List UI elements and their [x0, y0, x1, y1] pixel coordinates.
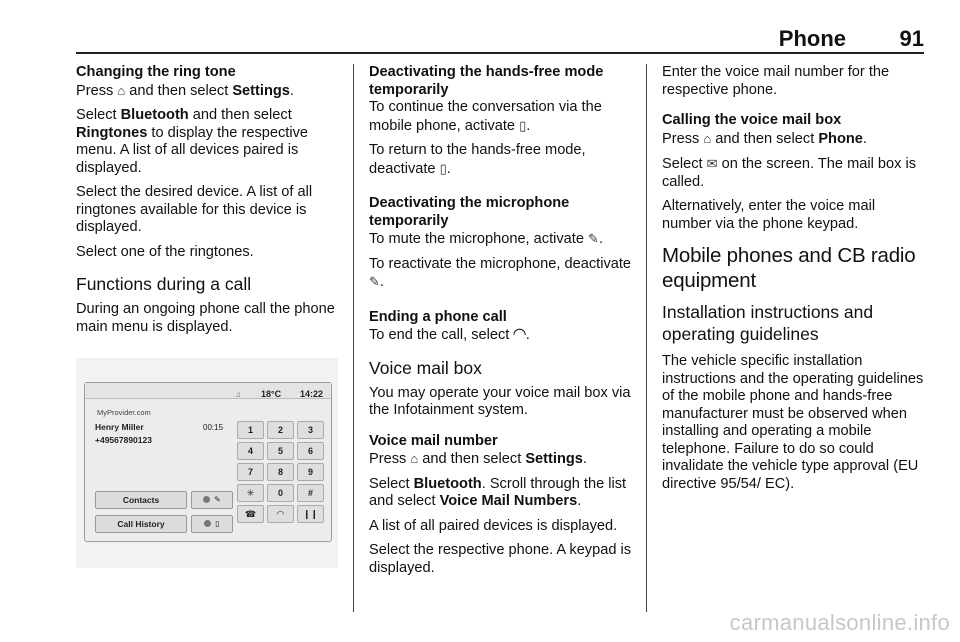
column-1 — [76, 64, 342, 568]
key[interactable]: ✳ — [237, 484, 264, 502]
infotainment-screen — [84, 382, 332, 542]
key[interactable]: 7 — [237, 463, 264, 481]
heading-installation-instructions: Installation instructions and operating guidelines — [662, 302, 874, 344]
subheading-hands-free: Deactivating the hands-free mode temporarily — [369, 64, 604, 98]
home-icon: ⌂ — [117, 82, 126, 98]
column-divider-1 — [353, 64, 354, 612]
text: Press — [76, 82, 118, 99]
paragraph: Select one of the ringtones. — [76, 243, 254, 260]
ringtones-term: Ringtones — [76, 124, 148, 141]
paragraph: Select the desired device. A list of all ringtones available for this device is displayed. — [76, 184, 313, 235]
text: To reactivate the microphone, deactivate — [369, 255, 632, 272]
settings-term: Settings — [232, 82, 290, 99]
voice-mail-icon: ✉ — [706, 156, 718, 171]
column-3 — [662, 64, 928, 493]
text: . — [582, 451, 587, 467]
call-handset-key[interactable]: ☎ — [237, 505, 264, 523]
phone-screen-illustration — [76, 358, 338, 568]
text: to display the respective menu. A list of all devices paired is displayed. — [76, 124, 308, 176]
text: and then select — [125, 82, 233, 99]
subheading-ring-tone: Changing the ring tone — [76, 64, 236, 80]
handset-icon: ▯ — [215, 519, 220, 528]
mute-microphone-button[interactable] — [191, 491, 233, 509]
heading-voice-mail-box: Voice mail box — [369, 357, 482, 378]
text: on the screen. The mail box is called. — [662, 156, 917, 190]
text: . — [525, 327, 530, 343]
text: . — [598, 231, 603, 247]
hold-key[interactable]: ❙❙ — [297, 505, 324, 523]
heading-mobile-phones: Mobile phones and CB radio equipment — [662, 244, 916, 292]
text: To continue the conversation via the mobile phone, activate — [369, 99, 602, 134]
text: Press — [369, 451, 411, 467]
handset-icon: ▯ — [519, 117, 527, 133]
status-dot-icon — [204, 520, 211, 527]
subheading-voice-mail-number: Voice mail number — [369, 432, 498, 449]
settings-term: Settings — [525, 451, 583, 467]
handset-mode-button[interactable] — [191, 515, 233, 533]
page-header — [76, 26, 924, 52]
page-title: Phone — [778, 26, 846, 51]
end-call-key[interactable]: ◠ — [267, 505, 294, 523]
subheading-calling-voice-mail: Calling the voice mail box — [662, 112, 842, 128]
key[interactable]: 0 — [267, 484, 294, 502]
paragraph: A list of all paired devices is displayed. — [369, 517, 618, 534]
text: . — [446, 160, 451, 177]
bluetooth-term: Bluetooth — [120, 107, 189, 123]
subheading-ending-call: Ending a phone call — [369, 308, 507, 325]
column-divider-2 — [646, 64, 647, 612]
key[interactable]: 6 — [297, 442, 324, 460]
bluetooth-term: Bluetooth — [413, 475, 482, 492]
contact-name: Henry Miller — [95, 422, 144, 432]
end-call-icon: ◠ — [513, 326, 526, 343]
text: Press — [662, 130, 704, 147]
temperature: 18°C — [261, 389, 282, 399]
contacts-button[interactable]: Contacts — [95, 491, 187, 509]
text: . — [577, 493, 582, 509]
column-2 — [369, 64, 635, 577]
text: . — [379, 274, 384, 290]
text: Select — [76, 107, 121, 123]
text: . — [526, 117, 531, 134]
microphone-off-icon: ✎ — [214, 495, 221, 504]
key[interactable]: # — [297, 484, 324, 502]
handset-icon: ▯ — [439, 160, 447, 176]
text: . Scroll through the list and select — [369, 475, 627, 509]
paragraph: You may operate your voice mail box via the Infotainment system. — [369, 384, 631, 418]
text: . — [289, 82, 294, 99]
voice-mail-numbers-term: Voice Mail Numbers — [439, 493, 578, 509]
text: . — [862, 130, 867, 147]
text: To return to the hands-free mode, deactivate — [369, 142, 586, 177]
key[interactable]: 3 — [297, 421, 324, 439]
contact-number: +49567890123 — [95, 435, 152, 445]
key[interactable]: 5 — [267, 442, 294, 460]
key[interactable]: 9 — [297, 463, 324, 481]
watermark: carmanualsonline.info — [729, 610, 950, 635]
paragraph: The vehicle specific installation instructions and the operating guidelines of the mobile phone and hands-free manufacturer must be observed when installing and operating a mobile telephone. Failure to do so could invalidate the vehicle type approval (EU directive 95/54/ EC). — [662, 353, 924, 492]
paragraph: Select the respective phone. A keypad is displayed. — [369, 542, 632, 576]
subheading-microphone: Deactivating the microphone temporarily — [369, 195, 570, 229]
key[interactable]: 8 — [267, 463, 294, 481]
microphone-off-icon: ✎ — [369, 274, 380, 289]
text: To end the call, select — [369, 327, 514, 343]
page-number: 91 — [899, 26, 924, 51]
clock: 14:22 — [299, 389, 323, 399]
keypad — [237, 421, 324, 523]
header-rule — [76, 52, 924, 54]
status-bar — [85, 383, 331, 399]
paragraph: During an ongoing phone call the phone main menu is displayed. — [76, 301, 335, 335]
call-history-button[interactable]: Call History — [95, 515, 187, 533]
call-duration: 00:15 — [203, 423, 224, 432]
text: and then select — [418, 451, 526, 467]
text: Select — [369, 475, 414, 492]
phone-term: Phone — [818, 130, 863, 147]
home-icon: ⌂ — [410, 451, 419, 466]
key[interactable]: 4 — [237, 442, 264, 460]
microphone-off-icon: ✎ — [588, 231, 599, 246]
paragraph: Enter the voice mail number for the respective phone. — [662, 64, 890, 98]
key[interactable]: 2 — [267, 421, 294, 439]
text: and then select — [711, 130, 819, 147]
music-icon: ♫ — [235, 390, 241, 399]
home-icon: ⌂ — [703, 130, 712, 146]
text: Select — [662, 156, 707, 172]
paragraph: Alternatively, enter the voice mail number via the phone keypad. — [662, 198, 876, 232]
text: and then select — [188, 107, 292, 123]
status-dot-icon — [203, 496, 210, 503]
heading-functions-during-call: Functions during a call — [76, 274, 252, 294]
provider-name: MyProvider.com — [97, 408, 151, 417]
text: To mute the microphone, activate — [369, 231, 589, 247]
key[interactable]: 1 — [237, 421, 264, 439]
